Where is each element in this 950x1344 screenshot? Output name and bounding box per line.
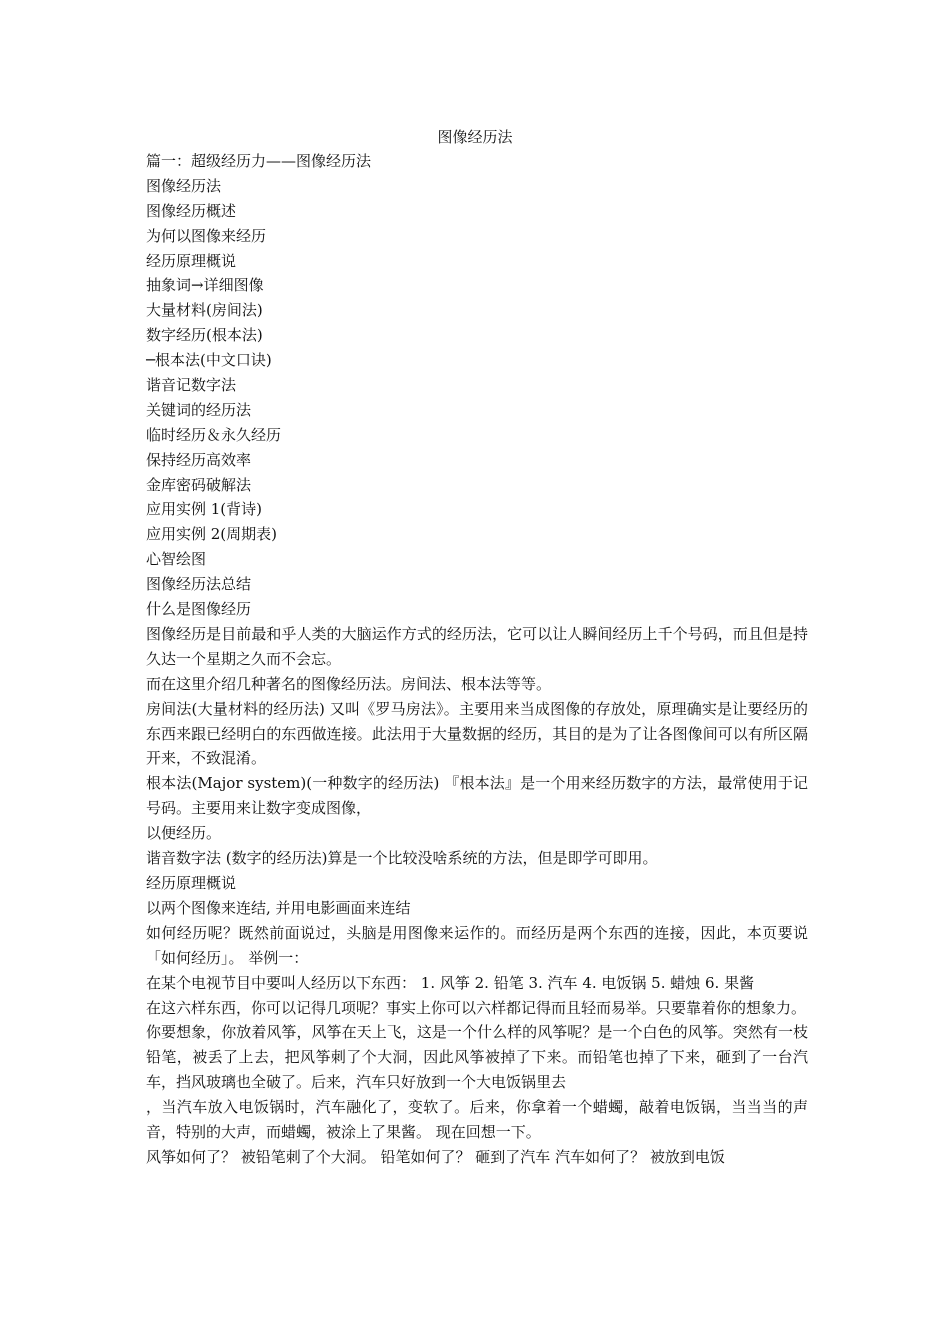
paragraph: 如何经历呢？既然前面说过，头脑是用图像来运作的。而经历是两个东西的连接，因此，本页要说「如何经历」。 举例一： xyxy=(146,923,808,967)
paragraph: 你要想象，你放着风筝，风筝在天上飞，这是一个什么样的风筝呢？是一个白色的风筝。突然有一枝铅笔，被丢了上去，把风筝刺了个大洞，因此风筝被掉了下来。而铅笔也掉了下来，砸到了一台汽车，挡风玻璃也全破了。后来，汽车只好放到一个大电饭锅里去 xyxy=(146,1023,808,1092)
paragraph: 经历原理概说 xyxy=(146,873,237,892)
paragraph: 谐音数字法 (数字的经历法)算是一个比较没啥系统的方法，但是即学可即用。 xyxy=(146,849,658,868)
toc-line: 应用实例 1(背诗) xyxy=(146,500,263,519)
paragraph: ，当汽车放入电饭锅时，汽车融化了，变软了。后来，你拿着一个蜡蠋，敲着电饭锅，当当当的声音，特别的大声，而蜡蠋，被涂上了果酱。 现在回想一下。 xyxy=(146,1098,808,1142)
toc-line: 图像经历概述 xyxy=(146,201,237,220)
toc-line: 图像经历法总结 xyxy=(146,575,252,594)
toc-line: 为何以图像来经历 xyxy=(146,226,267,245)
toc-line: 抽象词→详细图像 xyxy=(146,276,264,295)
paragraph: 房间法(大量材料的经历法) 又叫《罗马房法》。主要用来当成图像的存放处，原理确实是让要经历的东西来跟已经明白的东西做连接。此法用于大量数据的经历，其目的是为了让各图像间可以有所区隔开来，不致混淆。 xyxy=(146,699,808,768)
document-title: 图像经历法 xyxy=(437,128,513,146)
toc-line: 金库密码破解法 xyxy=(146,475,252,494)
toc-line: 谐音记数字法 xyxy=(146,376,237,395)
paragraph: 以便经历。 xyxy=(146,824,222,843)
toc-line: ─根本法(中文口诀) xyxy=(146,351,272,370)
toc-line: 应用实例 2(周期表) xyxy=(146,525,278,544)
paragraph: 在某个电视节目中要叫人经历以下东西： 1. 风筝 2. 铅笔 3. 汽车 4. 电饭锅 5. 蜡烛 6. 果酱 xyxy=(146,973,755,992)
toc-line: 大量材料(房间法) xyxy=(146,301,263,320)
toc-line: 经历原理概说 xyxy=(146,251,237,270)
toc-line: 关键词的经历法 xyxy=(146,400,252,419)
paragraph: 而在这里介绍几种著名的图像经历法。房间法、根本法等等。 xyxy=(146,674,552,693)
toc-line: 图像经历法 xyxy=(146,176,222,195)
paragraph: 风筝如何了？ 被铅笔刺了个大洞。 铅笔如何了？ 砸到了汽车 汽车如何了？ 被放到电饭 xyxy=(146,1147,725,1166)
toc-line: 什么是图像经历 xyxy=(146,600,252,619)
toc-line: 数字经历(根本法) xyxy=(146,326,263,345)
document-body xyxy=(146,149,808,1170)
paragraph: 图像经历是目前最和乎人类的大脑运作方式的经历法，它可以让人瞬间经历上千个号码，而且但是持久达一个星期之久而不会忘。 xyxy=(146,624,808,668)
toc-line: 心智绘图 xyxy=(146,550,207,569)
toc-line: 保持经历高效率 xyxy=(146,450,252,469)
paragraph: 以两个图像来连结, 并用电影画面来连结 xyxy=(146,898,411,917)
paragraph: 根本法(Major system)(一种数字的经历法) 『根本法』是一个用来经历数字的方法，最常使用于记号码。主要用来让数字变成图像， xyxy=(146,774,808,818)
toc-line: 篇一：超级经历力——图像经历法 xyxy=(146,152,372,170)
paragraph: 在这六样东西，你可以记得几项呢？事实上你可以六样都记得而且轻而易举。只要靠着你的想象力。 xyxy=(146,998,807,1017)
toc-line: 临时经历＆永久经历 xyxy=(146,425,282,444)
